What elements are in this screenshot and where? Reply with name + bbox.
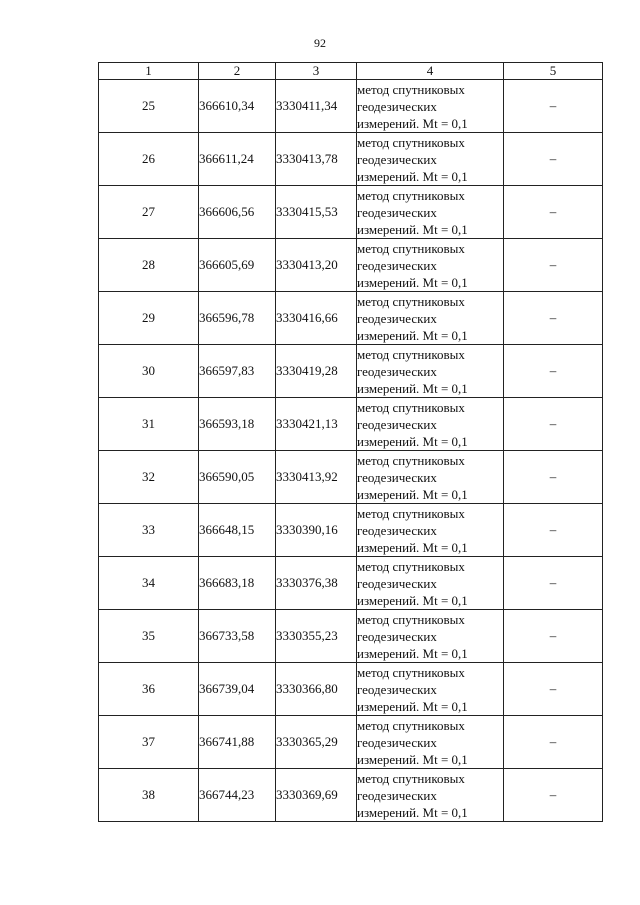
method-text-line: измерений. Mt = 0,1 — [357, 539, 468, 555]
method-text-line: метод спутниковых — [357, 611, 465, 627]
method-text-line: метод спутниковых — [357, 346, 465, 362]
method-text-line: метод спутниковых — [357, 664, 465, 680]
method-text-line: метод спутниковых — [357, 452, 465, 468]
method-cell — [357, 398, 504, 451]
table-row — [99, 133, 603, 186]
method-text-line: метод спутниковых — [357, 505, 465, 521]
note-cell: – — [504, 239, 603, 292]
note-cell: – — [504, 504, 603, 557]
table-row — [99, 504, 603, 557]
method-text-line: метод спутниковых — [357, 134, 465, 150]
table-row — [99, 345, 603, 398]
point-number-cell: 37 — [99, 716, 199, 769]
method-text-line: геодезических — [357, 363, 437, 379]
method-text-line: геодезических — [357, 98, 437, 114]
column-header-1: 1 — [99, 63, 199, 80]
method-text-line: измерений. Mt = 0,1 — [357, 698, 468, 714]
method-text-line: измерений. Mt = 0,1 — [357, 751, 468, 767]
point-number-cell: 28 — [99, 239, 199, 292]
table-row — [99, 451, 603, 504]
header-row — [99, 63, 603, 80]
point-number-cell: 29 — [99, 292, 199, 345]
x-coordinate-cell: 366741,88 — [199, 716, 276, 769]
method-text-line: измерений. Mt = 0,1 — [357, 380, 468, 396]
table-row — [99, 80, 603, 133]
point-number-cell: 38 — [99, 769, 199, 822]
method-text-line: измерений. Mt = 0,1 — [357, 115, 468, 131]
method-text-line: метод спутниковых — [357, 717, 465, 733]
y-coordinate-cell: 3330376,38 — [276, 557, 357, 610]
table-row — [99, 239, 603, 292]
point-number-cell: 35 — [99, 610, 199, 663]
table-row — [99, 663, 603, 716]
point-number-cell: 25 — [99, 80, 199, 133]
x-coordinate-cell: 366590,05 — [199, 451, 276, 504]
coordinates-table — [98, 62, 603, 822]
method-text-line: геодезических — [357, 787, 437, 803]
method-text-line: геодезических — [357, 681, 437, 697]
y-coordinate-cell: 3330421,13 — [276, 398, 357, 451]
x-coordinate-cell: 366611,24 — [199, 133, 276, 186]
x-coordinate-cell: 366596,78 — [199, 292, 276, 345]
method-text-line: геодезических — [357, 416, 437, 432]
point-number-cell: 26 — [99, 133, 199, 186]
table-row — [99, 557, 603, 610]
y-coordinate-cell: 3330413,92 — [276, 451, 357, 504]
method-text-line: геодезических — [357, 257, 437, 273]
method-text-line: измерений. Mt = 0,1 — [357, 168, 468, 184]
y-coordinate-cell: 3330413,20 — [276, 239, 357, 292]
table-row — [99, 716, 603, 769]
note-cell: – — [504, 716, 603, 769]
method-text-line: геодезических — [357, 734, 437, 750]
note-cell: – — [504, 186, 603, 239]
column-header-3: 3 — [276, 63, 357, 80]
point-number-cell: 34 — [99, 557, 199, 610]
method-cell — [357, 80, 504, 133]
point-number-cell: 36 — [99, 663, 199, 716]
y-coordinate-cell: 3330419,28 — [276, 345, 357, 398]
method-text-line: геодезических — [357, 204, 437, 220]
method-cell — [357, 663, 504, 716]
note-cell: – — [504, 610, 603, 663]
method-text-line: измерений. Mt = 0,1 — [357, 221, 468, 237]
note-cell: – — [504, 133, 603, 186]
method-text-line: геодезических — [357, 575, 437, 591]
method-cell — [357, 557, 504, 610]
y-coordinate-cell: 3330355,23 — [276, 610, 357, 663]
y-coordinate-cell: 3330366,80 — [276, 663, 357, 716]
method-cell — [357, 292, 504, 345]
x-coordinate-cell: 366593,18 — [199, 398, 276, 451]
method-text-line: метод спутниковых — [357, 558, 465, 574]
point-number-cell: 30 — [99, 345, 199, 398]
column-header-2: 2 — [199, 63, 276, 80]
method-cell — [357, 610, 504, 663]
note-cell: – — [504, 769, 603, 822]
table-row — [99, 186, 603, 239]
method-cell — [357, 345, 504, 398]
method-text-line: геодезических — [357, 469, 437, 485]
table-row — [99, 398, 603, 451]
point-number-cell: 31 — [99, 398, 199, 451]
column-header-4: 4 — [357, 63, 504, 80]
x-coordinate-cell: 366597,83 — [199, 345, 276, 398]
method-text-line: измерений. Mt = 0,1 — [357, 486, 468, 502]
note-cell: – — [504, 345, 603, 398]
method-text-line: геодезических — [357, 628, 437, 644]
column-header-5: 5 — [504, 63, 603, 80]
note-cell: – — [504, 80, 603, 133]
y-coordinate-cell: 3330365,29 — [276, 716, 357, 769]
method-text-line: метод спутниковых — [357, 293, 465, 309]
method-cell — [357, 133, 504, 186]
note-cell: – — [504, 292, 603, 345]
method-text-line: измерений. Mt = 0,1 — [357, 274, 468, 290]
method-text-line: геодезических — [357, 151, 437, 167]
method-cell — [357, 451, 504, 504]
x-coordinate-cell: 366610,34 — [199, 80, 276, 133]
note-cell: – — [504, 451, 603, 504]
point-number-cell: 27 — [99, 186, 199, 239]
method-text-line: метод спутниковых — [357, 187, 465, 203]
x-coordinate-cell: 366744,23 — [199, 769, 276, 822]
method-text-line: измерений. Mt = 0,1 — [357, 327, 468, 343]
table-row — [99, 292, 603, 345]
x-coordinate-cell: 366606,56 — [199, 186, 276, 239]
y-coordinate-cell: 3330413,78 — [276, 133, 357, 186]
x-coordinate-cell: 366683,18 — [199, 557, 276, 610]
note-cell: – — [504, 557, 603, 610]
method-text-line: измерений. Mt = 0,1 — [357, 592, 468, 608]
note-cell: – — [504, 663, 603, 716]
table-row — [99, 769, 603, 822]
x-coordinate-cell: 366733,58 — [199, 610, 276, 663]
page-number: 92 — [314, 36, 326, 50]
y-coordinate-cell: 3330369,69 — [276, 769, 357, 822]
method-text-line: метод спутниковых — [357, 240, 465, 256]
x-coordinate-cell: 366739,04 — [199, 663, 276, 716]
point-number-cell: 32 — [99, 451, 199, 504]
method-cell — [357, 239, 504, 292]
method-text-line: метод спутниковых — [357, 81, 465, 97]
method-text-line: геодезических — [357, 310, 437, 326]
point-number-cell: 33 — [99, 504, 199, 557]
method-text-line: измерений. Mt = 0,1 — [357, 804, 468, 820]
method-cell — [357, 716, 504, 769]
method-text-line: измерений. Mt = 0,1 — [357, 645, 468, 661]
method-text-line: геодезических — [357, 522, 437, 538]
y-coordinate-cell: 3330411,34 — [276, 80, 357, 133]
x-coordinate-cell: 366605,69 — [199, 239, 276, 292]
x-coordinate-cell: 366648,15 — [199, 504, 276, 557]
note-cell: – — [504, 398, 603, 451]
method-text-line: измерений. Mt = 0,1 — [357, 433, 468, 449]
method-cell — [357, 186, 504, 239]
method-text-line: метод спутниковых — [357, 770, 465, 786]
y-coordinate-cell: 3330415,53 — [276, 186, 357, 239]
method-cell — [357, 504, 504, 557]
method-cell — [357, 769, 504, 822]
table-row — [99, 610, 603, 663]
method-text-line: метод спутниковых — [357, 399, 465, 415]
y-coordinate-cell: 3330416,66 — [276, 292, 357, 345]
y-coordinate-cell: 3330390,16 — [276, 504, 357, 557]
